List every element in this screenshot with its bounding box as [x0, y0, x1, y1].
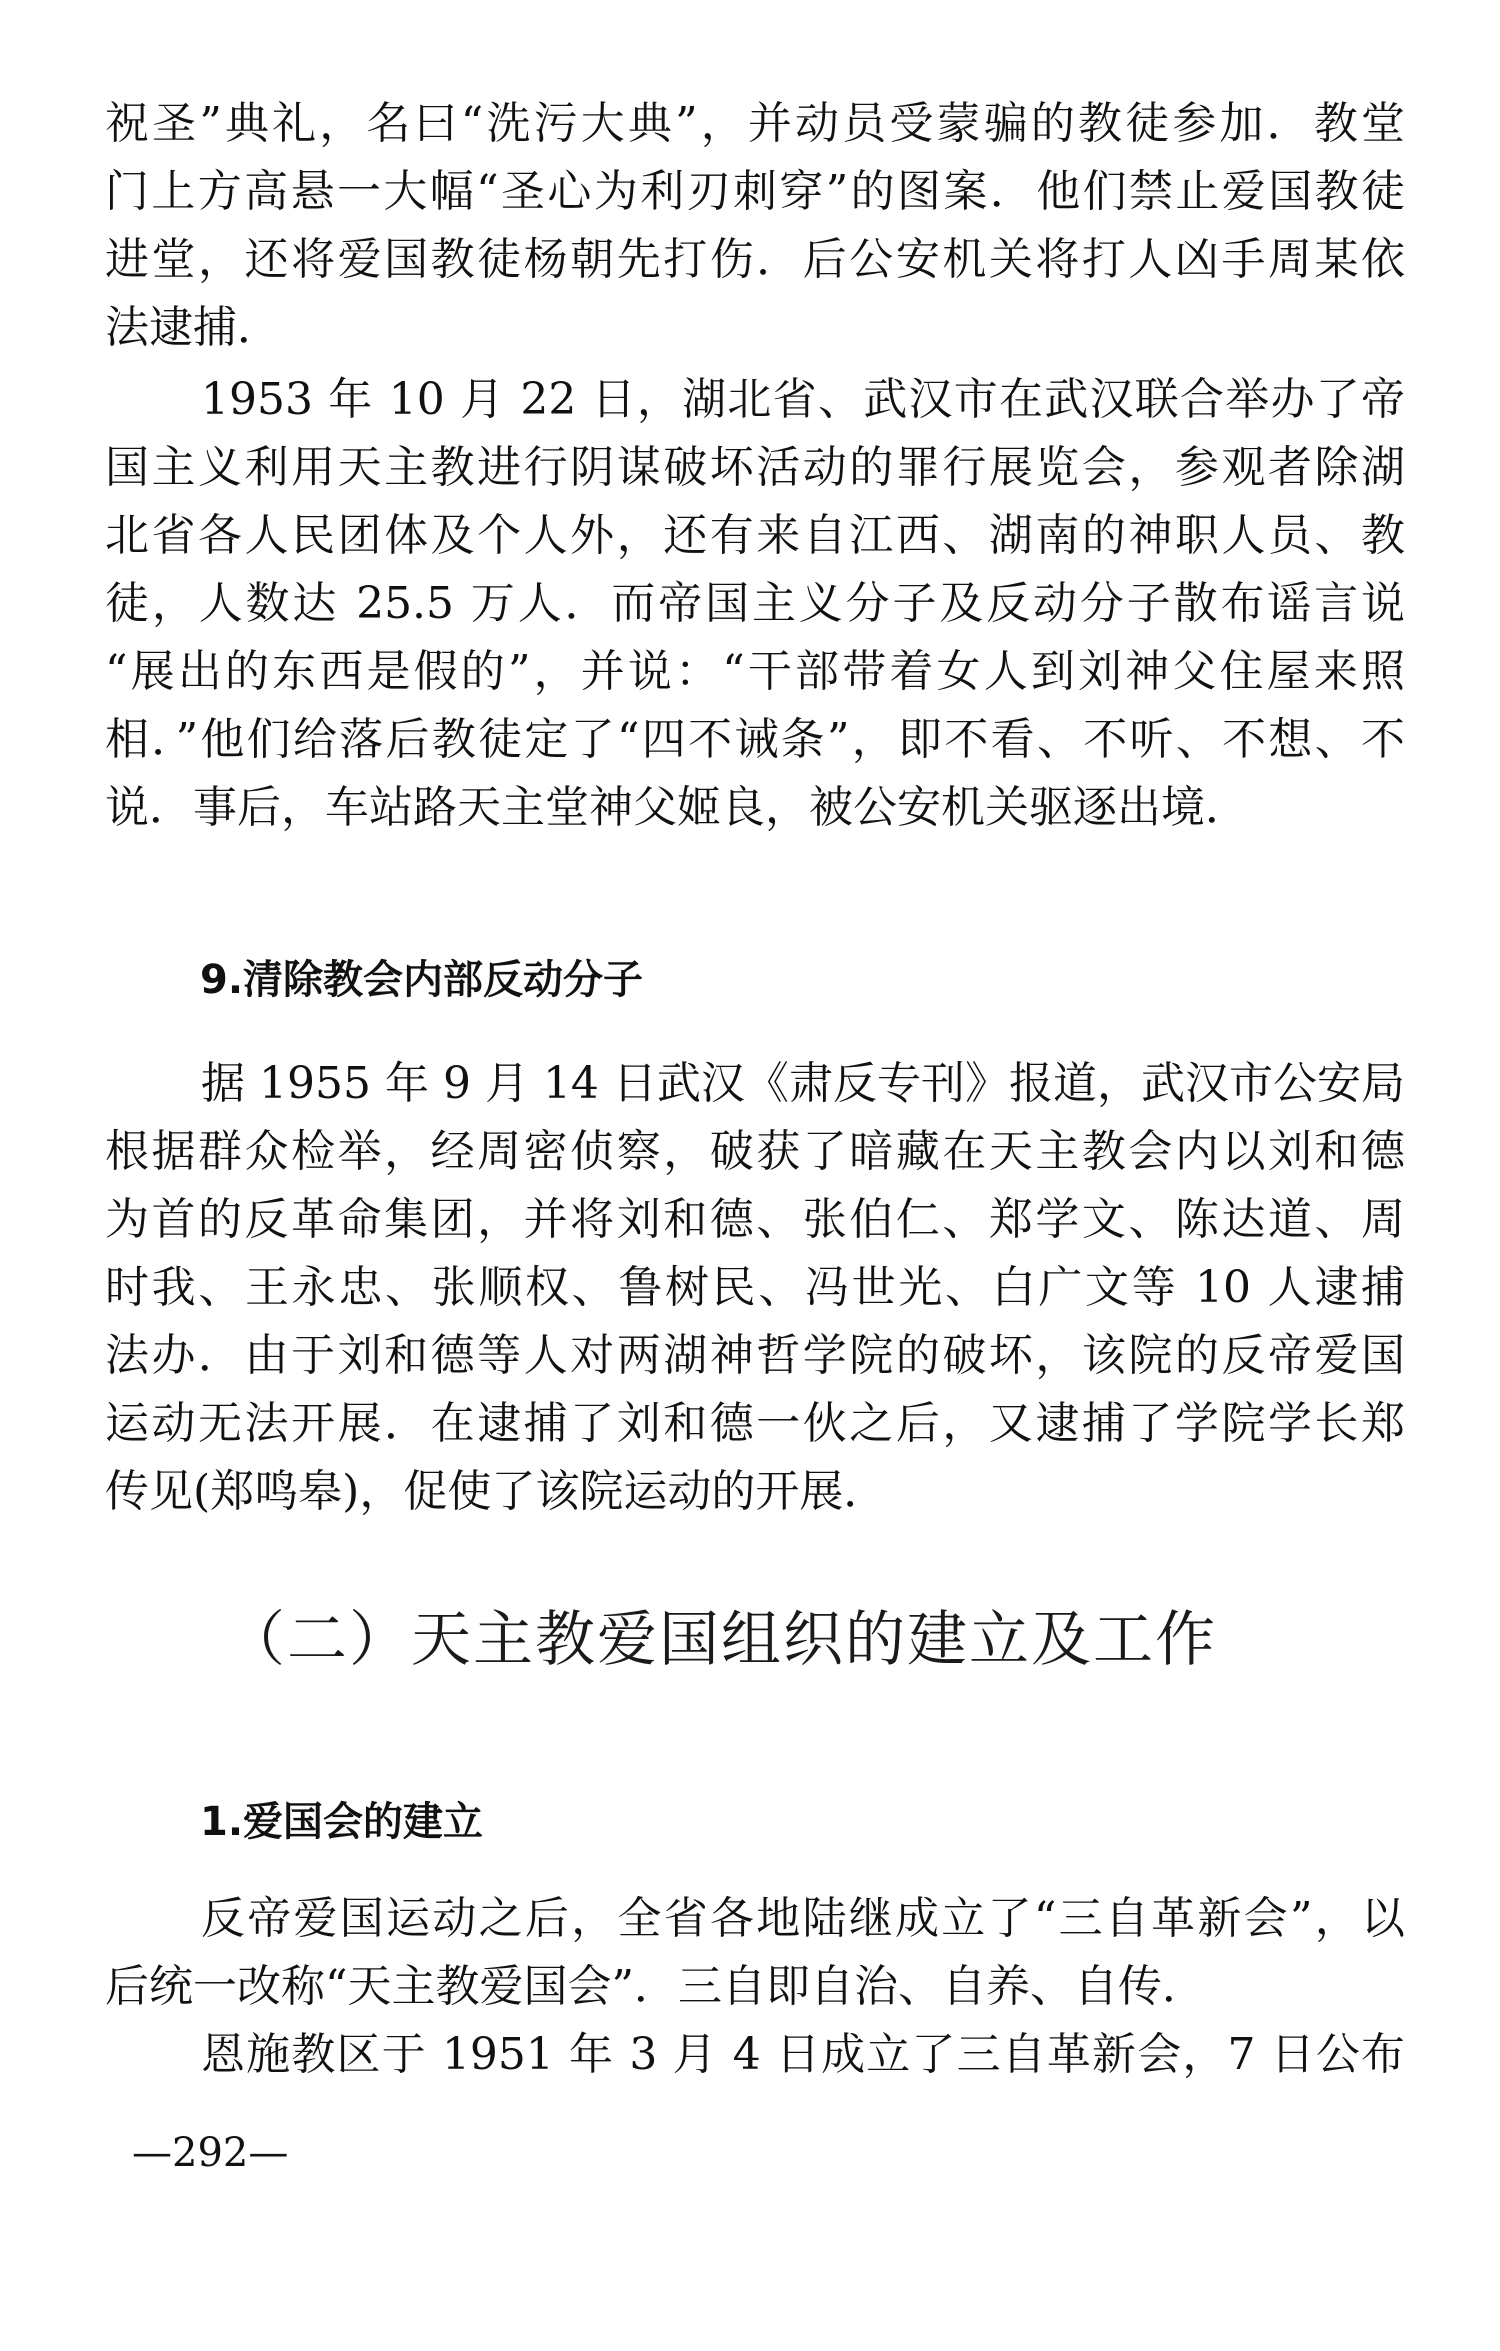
text-line: 后统一改称“天主教爱国会”．三自即自治、自养、自传．	[105, 1961, 1206, 2012]
text-line: 北省各人民团体及个人外，还有来自江西、湖南的神职人员、教	[105, 510, 1405, 561]
section-title: （二）天主教爱国组织的建立及工作	[225, 1605, 1217, 1675]
paragraph-counterrevolution	[105, 1050, 1405, 1526]
text-line: 法逮捕．	[105, 302, 281, 353]
text-line: 说．事后，车站路天主堂神父姬良，被公安机关驱逐出境．	[105, 782, 1249, 833]
text-line: 1953 年 10 月 22 日，湖北省、武汉市在武汉联合举办了帝	[201, 374, 1405, 425]
text-line: 为首的反革命集团，并将刘和德、张伯仁、郑学文、陈达道、周	[105, 1194, 1405, 1245]
subheading-9: 9.清除教会内部反动分子	[200, 957, 644, 1003]
subheading-1: 1.爱国会的建立	[200, 1799, 484, 1845]
text-line: 根据群众检举，经周密侦察，破获了暗藏在天主教会内以刘和德	[105, 1126, 1405, 1177]
text-line: 时我、王永忠、张顺权、鲁树民、冯世光、白广文等 10 人逮捕	[105, 1262, 1405, 1313]
paragraph-patriotic-association	[105, 1885, 1405, 2021]
text-line: 祝圣”典礼，名曰“洗污大典”，并动员受蒙骗的教徒参加．教堂	[105, 98, 1405, 149]
text-line: 门上方高悬一大幅“圣心为利刃刺穿”的图案．他们禁止爱国教徒	[105, 166, 1405, 217]
paragraph-enshi	[105, 2021, 1405, 2089]
text-line: 反帝爱国运动之后，全省各地陆继成立了“三自革新会”，以	[201, 1893, 1405, 1944]
text-line: 恩施教区于 1951 年 3 月 4 日成立了三自革新会，7 日公布	[201, 2029, 1405, 2080]
text-line: 据 1955 年 9 月 14 日武汉《肃反专刊》报道，武汉市公安局	[201, 1058, 1405, 1109]
text-line: 法办．由于刘和德等人对两湖神哲学院的破坏，该院的反帝爱国	[105, 1330, 1405, 1381]
text-line: 运动无法开展．在逮捕了刘和德一伙之后，又逮捕了学院学长郑	[105, 1398, 1405, 1449]
text-line: “展出的东西是假的”，并说：“干部带着女人到刘神父住屋来照	[105, 646, 1405, 697]
page-number: —292—	[132, 2130, 289, 2176]
text-line: 徒，人数达 25.5 万人．而帝国主义分子及反动分子散布谣言说	[105, 578, 1405, 629]
paragraph-continuation	[105, 90, 1405, 362]
text-line: 相．”他们给落后教徒定了“四不诫条”，即不看、不听、不想、不	[105, 714, 1405, 765]
text-line: 传见(郑鸣皋)，促使了该院运动的开展．	[105, 1466, 888, 1517]
text-line: 国主义利用天主教进行阴谋破坏活动的罪行展览会，参观者除湖	[105, 442, 1405, 493]
text-line: 进堂，还将爱国教徒杨朝先打伤．后公安机关将打人凶手周某依	[105, 234, 1405, 285]
paragraph-exhibition	[105, 366, 1405, 842]
